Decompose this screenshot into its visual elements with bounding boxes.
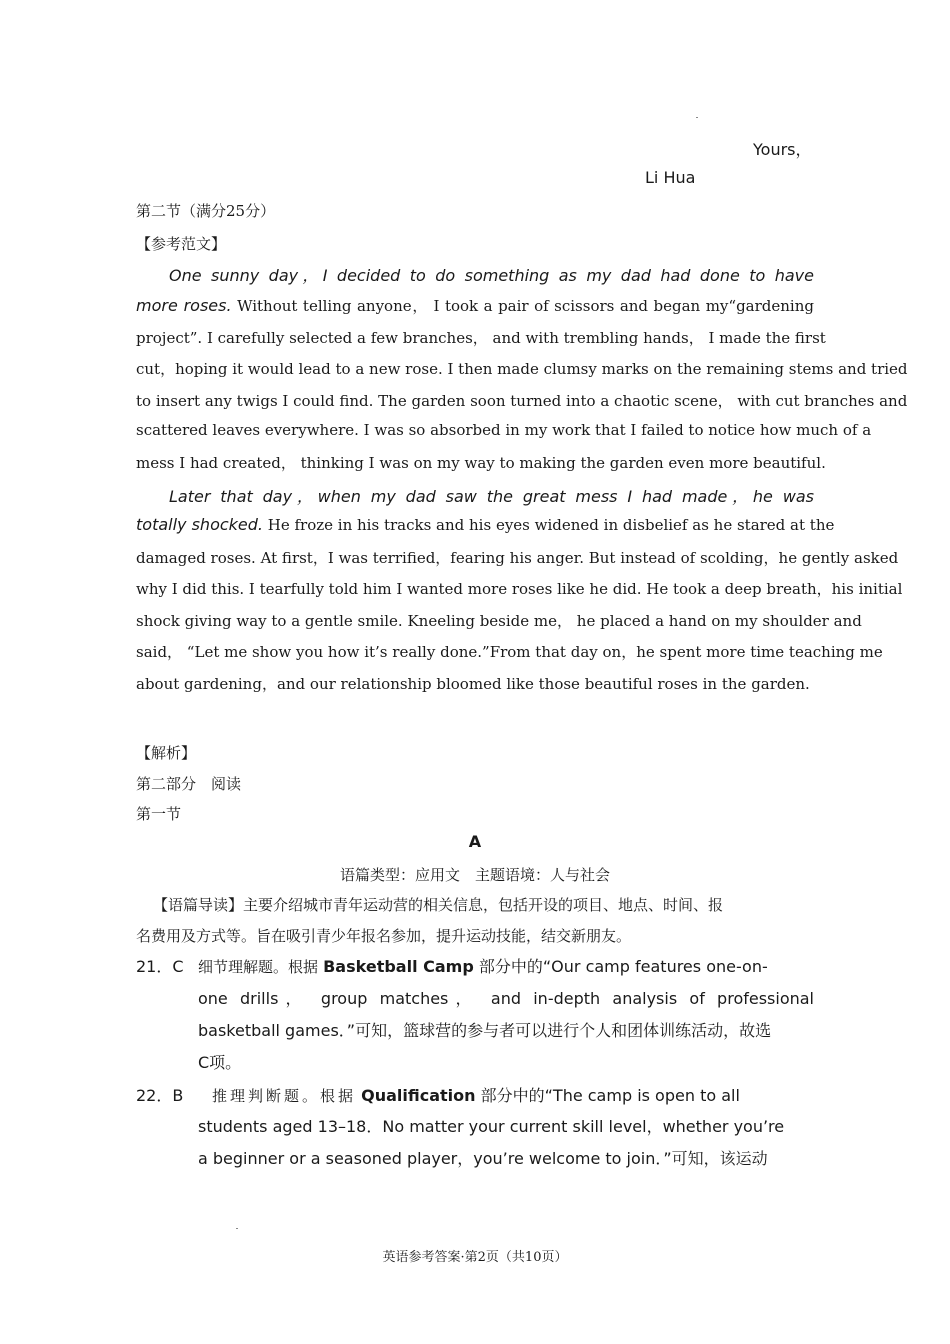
essay-line <box>169 484 814 507</box>
explanation-line: basketball games．”可知，篮球营的参与者可以进行个人和团体训练活动，故选 <box>198 1021 772 1040</box>
subsection-heading: 第一节 <box>136 805 182 823</box>
explanation-line: C项。 <box>198 1053 242 1072</box>
part-heading: 第二部分 阅读 <box>136 775 242 793</box>
section-keyword: Qualification <box>361 1086 476 1105</box>
essay-line <box>169 263 814 286</box>
sample-essay-label: 【参考范文】 <box>136 235 227 253</box>
section-heading: 第二节（满分25分） <box>136 202 276 220</box>
question-type: 推理判断题。根据 <box>212 1087 357 1105</box>
page-mark <box>236 1228 238 1229</box>
explanation-line: a beginner or a seasoned player，you’re welcome to join．”可知，该运动 <box>198 1149 768 1168</box>
essay-lead-italic: more roses. <box>136 296 232 315</box>
essay-line <box>136 295 814 316</box>
explanation-line: students aged 13–18．No matter your current skill level，whether you’re <box>198 1117 785 1136</box>
essay-line: to insert any twigs I could find. The garden soon turned into a chaotic scene， with cut branches and <box>136 392 908 410</box>
essay-line: damaged roses. At first，I was terrified，fearing his anger. But instead of scolding，he gently asked <box>136 549 899 567</box>
essay-line: why I did this. I tearfully told him I wanted more roses like he did. He took a deep breath，his initial <box>136 580 903 598</box>
essay-text: He froze in his tracks and his eyes widened in disbelief as he stared at the <box>263 516 835 534</box>
essay-line: project”. I carefully selected a few branches， and with trembling hands， I made the first <box>136 329 826 347</box>
page-mark <box>696 117 698 118</box>
essay-lead-italic: Later that day，when my dad saw the great mess I had made，he was <box>169 487 814 506</box>
essay-line: about gardening，and our relationship bloomed like those beautiful roses in the garden. <box>136 675 810 693</box>
passage-guide: 【语篇导读】主要介绍城市青年运动营的相关信息，包括开设的项目、地点、时间、报 <box>153 896 724 914</box>
letter-signature: Li Hua <box>645 168 696 187</box>
essay-lead-italic: One sunny day，I decided to do something as my dad had done to have <box>169 266 814 285</box>
explanation-line <box>198 954 768 977</box>
section-keyword: Basketball Camp <box>323 957 474 976</box>
essay-line: scattered leaves everywhere. I was so absorbed in my work that I failed to notice how much of a <box>136 421 872 439</box>
analysis-label: 【解析】 <box>136 744 197 762</box>
essay-line: said， “Let me show you how it’s really done.”From that day on，he spent more time teaching me <box>136 643 883 661</box>
essay-line <box>136 515 835 534</box>
page-footer: 英语参考答案·第2页（共10页） <box>382 1250 568 1265</box>
essay-line: cut，hoping it would lead to a new rose. I then made clumsy marks on the remaining stems and tried <box>136 360 908 378</box>
explanation-line <box>212 1083 740 1106</box>
question-number: 22．B <box>136 1086 184 1105</box>
letter-closing: Yours， <box>753 140 812 159</box>
explanation-line: one drills， group matches， and in-depth analysis of professional <box>198 989 815 1008</box>
passage-type: 语篇类型：应用文 主题语境：人与社会 <box>339 866 610 884</box>
essay-lead-italic: totally shocked. <box>136 515 263 534</box>
essay-line: shock giving way to a gentle smile. Kneeling beside me， he placed a hand on my shoulder and <box>136 612 862 630</box>
essay-text: Without telling anyone， I took a pair of scissors and began my“gardening <box>231 297 814 315</box>
question-type: 细节理解题。根据 <box>198 958 319 976</box>
passage-letter: A <box>468 832 482 851</box>
explanation-text: 部分中的“The camp is open to all <box>480 1086 740 1105</box>
essay-line: mess I had created， thinking I was on my way to making the garden even more beautiful. <box>136 454 826 472</box>
question-number: 21．C <box>136 957 184 976</box>
passage-guide: 名费用及方式等。旨在吸引青少年报名参加，提升运动技能，结交新朋友。 <box>136 927 632 945</box>
explanation-text: 部分中的“Our camp features one-on- <box>478 957 768 976</box>
